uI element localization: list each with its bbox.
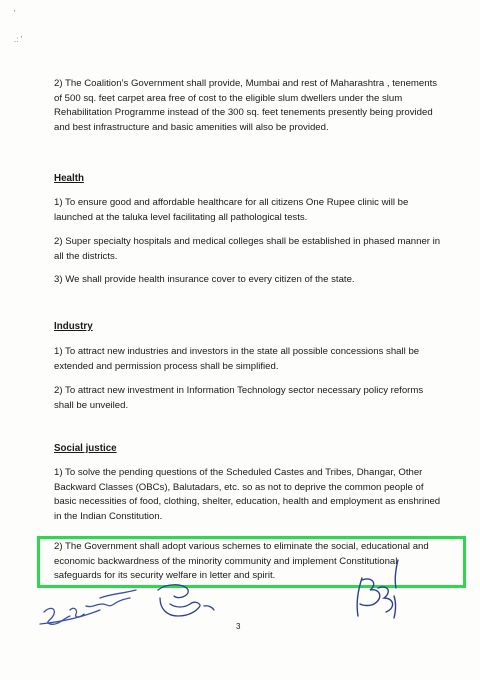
social-justice-item-1: 1) To solve the pending questions of the Scheduled Castes and Tribes, Dhangar, Other Backward Classes (OBCs), Balutadars, etc. so as not to deprive the common people of basic necessities of food, clothing, shelter, education, health and employment as enshrined in the Indian Constitution. [54, 467, 441, 522]
health-item-1: 1) To ensure good and affordable healthcare for all citizens One Rupee clinic will be launched at the taluka level facilitating all pathological tests. [54, 197, 409, 223]
page-number: 3 [236, 622, 241, 631]
signature-left [40, 590, 136, 624]
industry-heading: Industry [54, 321, 93, 332]
intro-paragraph: 2) The Coalition’s Government shall provide, Mumbai and rest of Maharashtra , tenements of 500 sq. feet carpet area free of cost to the eligible slum dwellers under the slum Rehabilitation Programme instead of the 300 sq. feet tenements presently being provided and best infrastructure and basic amenities will also be provided. [54, 78, 438, 133]
health-item-2: 2) Super specialty hospitals and medical colleges shall be established in phased manner in all the districts. [54, 236, 441, 262]
health-heading: Health [54, 173, 84, 184]
social-justice-item-2: 2) The Government shall adopt various schemes to eliminate the social, educational and economic backwardness of the minority community and implement Constitutional safeguards for its security welfare in letter and spirit. [54, 541, 429, 581]
social-justice-heading: Social justice [54, 443, 117, 454]
signature-middle [158, 585, 214, 616]
health-item-3: 3) We shall provide health insurance cover to every citizen of the state. [54, 274, 355, 285]
svg-text:': ' [14, 9, 16, 18]
signature-right [357, 560, 398, 618]
industry-item-1: 1) To attract new industries and investors in the state all possible concessions shall be extended and permission process shall be simplified. [54, 346, 420, 372]
industry-item-2: 2) To attract new investment in Information Technology sector necessary policy reforms shall be unveiled. [54, 385, 424, 411]
svg-text:.: ': .: ' [14, 35, 23, 44]
